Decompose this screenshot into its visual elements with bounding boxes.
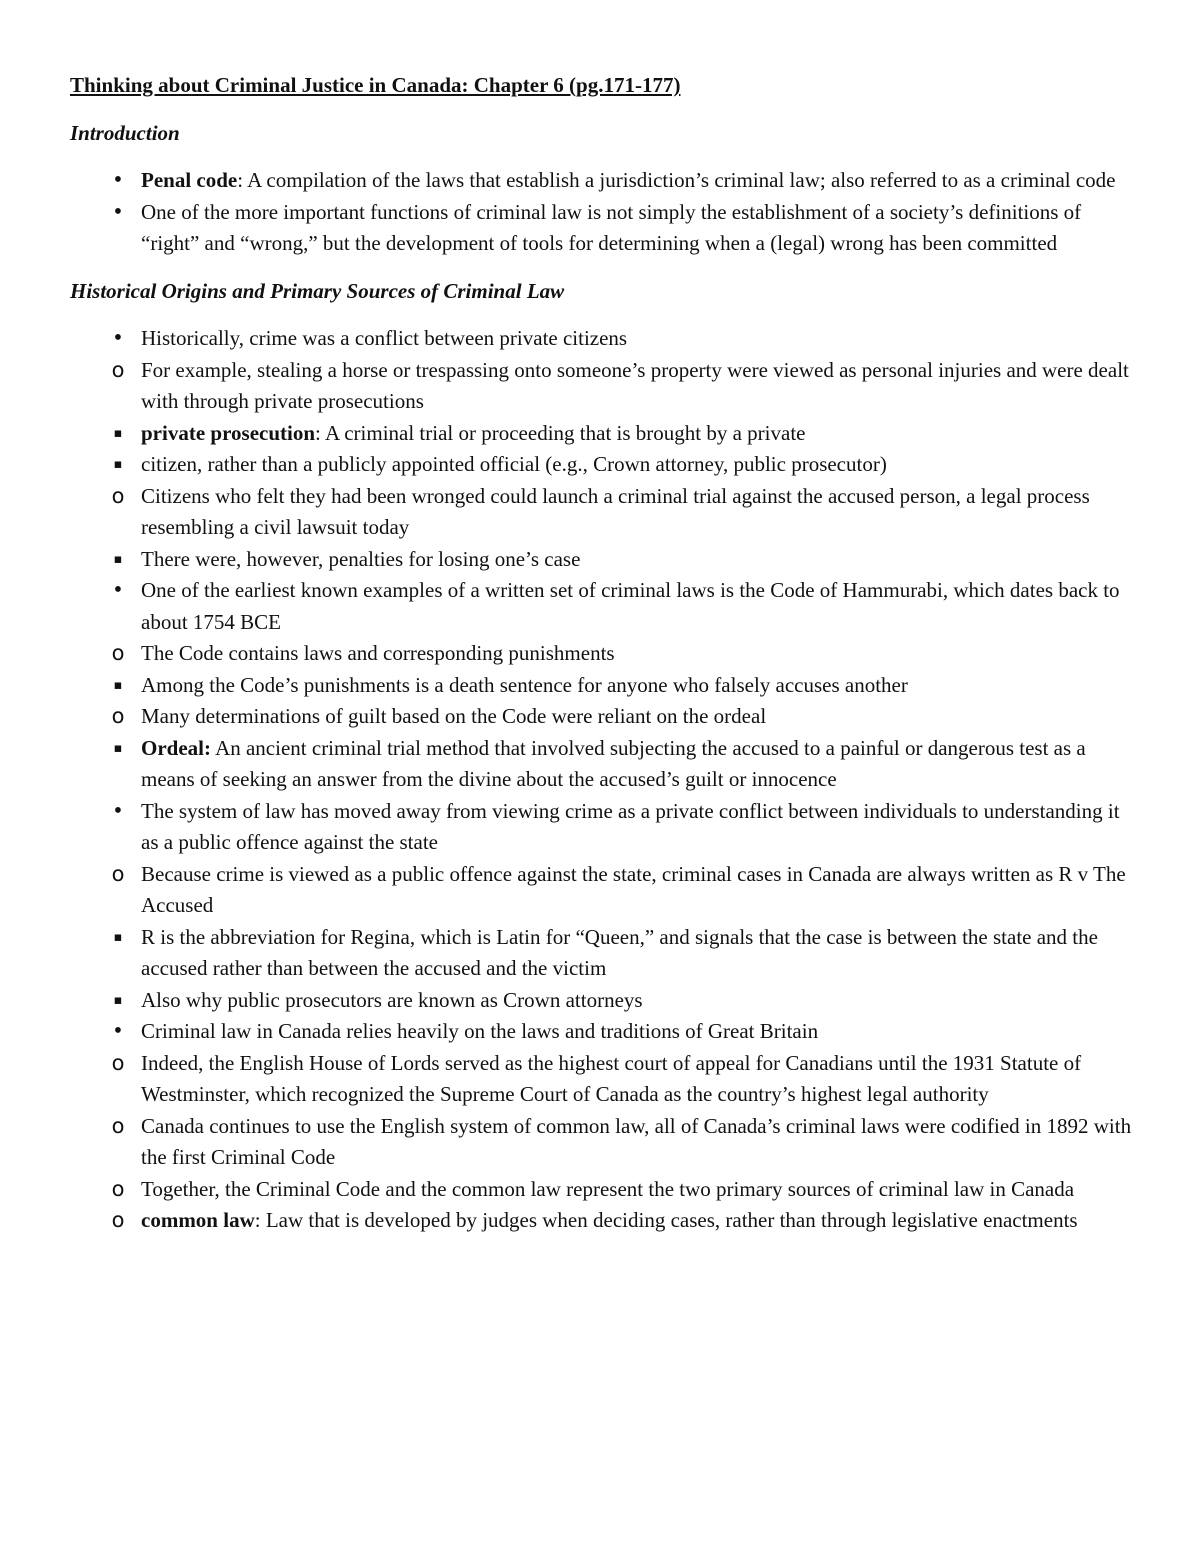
bullet-marker-icon: ▪ (113, 929, 123, 945)
list-item (70, 985, 1140, 1017)
bullet-marker-icon: o (111, 1113, 125, 1138)
item-text: Together, the Criminal Code and the common law represent the two primary sources of criminal law in Canada (141, 1176, 1075, 1201)
list-item (70, 796, 1140, 1017)
defined-term: common law (141, 1208, 255, 1232)
document-body (70, 118, 1140, 1237)
bullet-marker-icon: ▪ (113, 457, 123, 472)
bullet-marker-icon: o (111, 357, 125, 382)
item-text: citizen, rather than a publicly appointed official (e.g., Crown attorney, public prosecutor) (141, 452, 887, 476)
bullet-marker-icon: ▪ (113, 551, 123, 567)
bullet-list-level-1 (70, 323, 1140, 1237)
bullet-marker-icon: o (111, 483, 125, 508)
list-item (70, 544, 1140, 576)
list-item (70, 670, 1140, 702)
item-text: The Code contains laws and corresponding punishments (141, 641, 615, 665)
defined-term: private prosecution (141, 420, 316, 445)
item-text: : A criminal trial or proceeding that is brought by a private (315, 420, 806, 445)
bullet-marker-icon: • (113, 577, 123, 603)
list-item (70, 355, 1140, 481)
list-item (70, 1111, 1140, 1174)
item-text: R is the abbreviation for Regina, which is Latin for “Queen,” and signals that the case is between the state and the accused rather than between the accused and the victim (141, 924, 1098, 980)
list-item (70, 481, 1140, 576)
list-item (70, 165, 1140, 197)
bullet-marker-icon: o (111, 861, 125, 886)
list-item (70, 701, 1140, 796)
item-text: An ancient criminal trial method that involved subjecting the accused to a painful or dangerous test as a means of seeking an answer from the divine about the accused’s guilt or innocence (141, 735, 1086, 791)
bullet-marker-icon: o (111, 641, 125, 665)
item-text: Indeed, the English House of Lords served as the highest court of appeal for Canadians until the 1931 Statute of Westminster, which recognized the Supreme Court of Canada as the country’s highest legal authority (141, 1050, 1082, 1106)
bullet-marker-icon: • (113, 198, 123, 225)
item-text: Criminal law in Canada relies heavily on the laws and traditions of Great Britain (141, 1019, 819, 1043)
list-item (70, 733, 1140, 796)
bullet-marker-icon: ▪ (113, 740, 123, 756)
bullet-list-level-1 (70, 165, 1140, 260)
list-item (70, 323, 1140, 575)
item-text: Canada continues to use the English system of common law, all of Canada’s criminal laws were codified in 1892 with the first Criminal Code (141, 1113, 1132, 1169)
list-item (70, 1048, 1140, 1111)
item-text: : A compilation of the laws that establish a jurisdiction’s criminal law; also referred to as a criminal code (237, 168, 1116, 192)
defined-term: Ordeal: (141, 735, 211, 760)
bullet-marker-icon: o (111, 1176, 125, 1201)
bullet-list-level-2 (111, 355, 1140, 576)
item-text: There were, however, penalties for losing one’s case (141, 546, 581, 571)
document-page (70, 70, 1140, 1253)
bullet-list-level-3 (113, 922, 1140, 1017)
defined-term: Penal code (141, 168, 238, 192)
bullet-list-level-3 (113, 418, 1140, 481)
list-item (70, 922, 1140, 985)
bullet-marker-icon: o (111, 1208, 125, 1232)
item-text: Also why public prosecutors are known as Crown attorneys (141, 987, 643, 1012)
list-item (70, 638, 1140, 701)
bullet-list-level-2 (111, 638, 1140, 796)
section-heading: Introduction (70, 120, 180, 145)
bullet-list-level-3 (113, 544, 1140, 576)
list-item (70, 449, 1140, 481)
bullet-marker-icon: • (113, 797, 123, 824)
item-text: One of the earliest known examples of a written set of criminal laws is the Code of Hammurabi, which dates back to about 1754 BCE (141, 578, 1120, 634)
bullet-marker-icon: o (111, 704, 125, 728)
list-item (70, 859, 1140, 1017)
item-text: Because crime is viewed as a public offence against the state, criminal cases in Canada are always written as R v The Accused (141, 861, 1126, 917)
list-item (70, 197, 1140, 260)
item-text: One of the more important functions of criminal law is not simply the establishment of a society’s definitions of “right” and “wrong,” but the development of tools for determining when a (legal) wrong has been committed (141, 199, 1082, 255)
item-text: For example, stealing a horse or trespassing onto someone’s property were viewed as personal injuries and were dealt with through private prosecutions (141, 357, 1129, 413)
bullet-marker-icon: ▪ (113, 992, 123, 1008)
bullet-marker-icon: • (113, 167, 123, 193)
bullet-list-level-2 (111, 1048, 1140, 1237)
bullet-marker-icon: o (111, 1050, 125, 1075)
item-text: Historically, crime was a conflict between private citizens (141, 326, 628, 350)
list-item (70, 1016, 1140, 1237)
bullet-marker-icon: • (113, 1018, 123, 1044)
list-item (70, 575, 1140, 796)
bullet-marker-icon: ▪ (113, 425, 123, 441)
list-item (70, 1174, 1140, 1206)
item-text: Many determinations of guilt based on the Code were reliant on the ordeal (141, 704, 767, 728)
item-text: : Law that is developed by judges when deciding cases, rather than through legislative enactments (254, 1208, 1078, 1232)
list-item (70, 418, 1140, 450)
bullet-list-level-2 (111, 859, 1140, 1017)
document-title: Thinking about Criminal Justice in Canada: Chapter 6 (pg.171-177) (70, 73, 681, 97)
bullet-list-level-3 (113, 670, 1140, 702)
bullet-list-level-3 (113, 733, 1140, 796)
item-text: The system of law has moved away from viewing crime as a private conflict between individuals to understanding it as a public offence against the state (141, 798, 1120, 854)
list-item (70, 1205, 1140, 1237)
item-text: Citizens who felt they had been wronged could launch a criminal trial against the accused person, a legal process resembling a civil lawsuit today (141, 483, 1090, 539)
bullet-marker-icon: ▪ (113, 677, 123, 693)
item-text: Among the Code’s punishments is a death sentence for anyone who falsely accuses another (141, 672, 908, 697)
section-heading: Historical Origins and Primary Sources of Criminal Law (70, 278, 565, 303)
bullet-marker-icon: • (113, 325, 123, 351)
